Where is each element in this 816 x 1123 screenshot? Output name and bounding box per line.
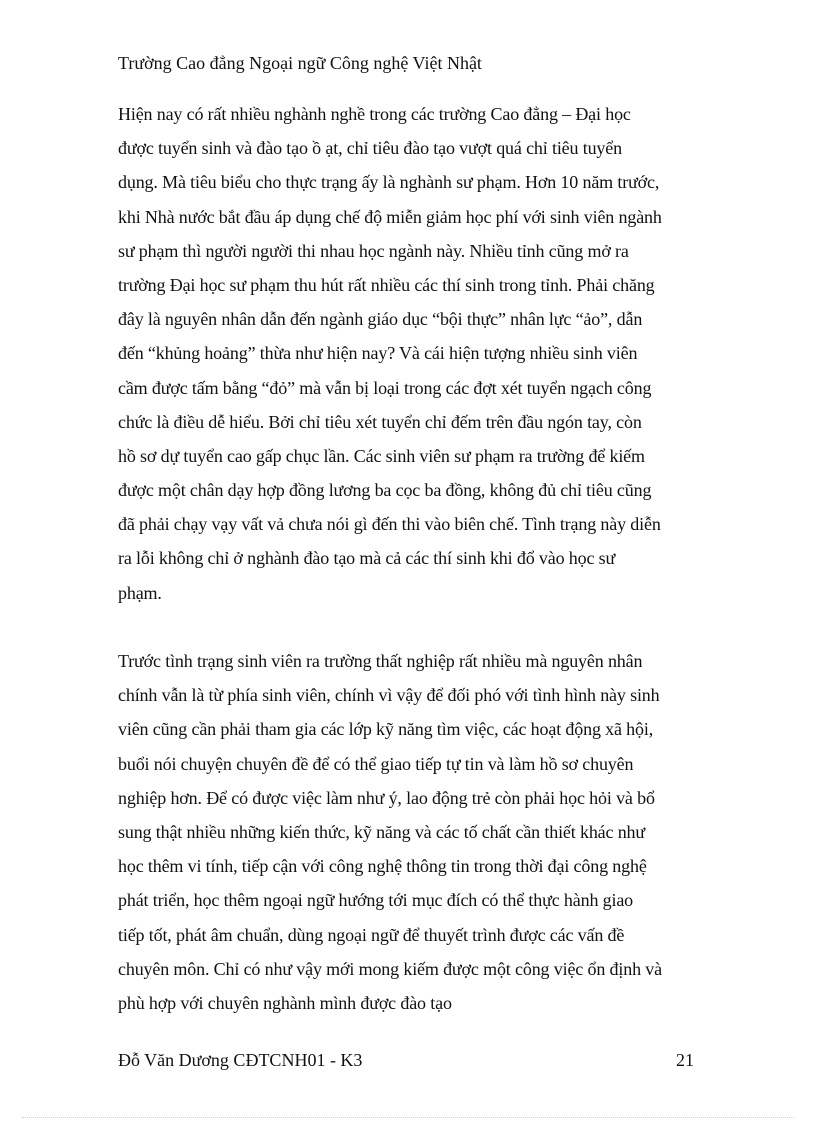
text-line: phát triển, học thêm ngoại ngữ hướng tới mục đích có thể thực hành giao (118, 890, 634, 911)
text-line: khi Nhà nước bắt đầu áp dụng chế độ miễn giảm học phí với sinh viên ngành (118, 206, 662, 227)
text-line: Hiện nay có rất nhiều nghành nghề trong các trường Cao đẳng – Đại học (118, 104, 631, 124)
page-footer (118, 1047, 694, 1073)
text-line: chính vẫn là từ phía sinh viên, chính vì vậy để đối phó với tình hình này sinh (118, 685, 660, 706)
text-line: viên cũng cần phải tham gia các lớp kỹ năng tìm việc, các hoạt động xã hội, (118, 719, 654, 740)
text-line: buổi nói chuyện chuyên đề để có thể giao tiếp tự tin và làm hồ sơ chuyên (118, 753, 634, 774)
text-line: Trước tình trạng sinh viên ra trường thất nghiệp rất nhiều mà nguyên nhân (118, 651, 643, 671)
text-line: cầm được tấm bằng “đỏ” mà vẫn bị loại trong các đợt xét tuyển ngạch công (118, 377, 652, 398)
text-line: được tuyển sinh và đào tạo ồ ạt, chỉ tiêu đào tạo vượt quá chỉ tiêu tuyển (118, 138, 622, 159)
text-line: ra lỗi không chỉ ở nghành đào tạo mà cả các thí sinh khi đổ vào học sư (118, 548, 616, 569)
text-line: phạm. (118, 582, 162, 603)
text-line: được một chân dạy hợp đồng lương ba cọc ba đồng, không đủ chỉ tiêu cũng (118, 480, 652, 501)
text-line: đã phải chạy vạy vất vả chưa nói gì đến thi vào biên chế. Tình trạng này diễn (118, 514, 661, 535)
paragraph-1 (118, 97, 708, 610)
text-line: học thêm vi tính, tiếp cận với công nghệ thông tin trong thời đại công nghệ (118, 856, 647, 877)
text-line: trường Đại học sư phạm thu hút rất nhiều các thí sinh trong tỉnh. Phải chăng (118, 274, 655, 295)
text-line: tiếp tốt, phát âm chuẩn, dùng ngoại ngữ để thuyết trình được các vấn đề (118, 924, 625, 945)
document-body (118, 97, 708, 1020)
text-line: chức là điều dễ hiểu. Bởi chỉ tiêu xét tuyển chỉ đếm trên đầu ngón tay, còn (118, 411, 642, 432)
page-number: 21 (676, 1050, 694, 1070)
paragraph-spacer (118, 610, 708, 644)
text-line: đây là nguyên nhân dẫn đến ngành giáo dục “bội thực” nhân lực “ảo”, dẫn (118, 309, 643, 330)
text-line: hồ sơ dự tuyển cao gấp chục lần. Các sinh viên sư phạm ra trường để kiếm (118, 445, 645, 466)
page-bottom-divider (22, 1117, 794, 1118)
footer-author: Đỗ Văn Dương CĐTCNH01 - K3 (118, 1050, 363, 1070)
text-line: sung thật nhiều những kiến thức, kỹ năng và các tố chất cần thiết khác như (118, 821, 646, 842)
text-line: nghiệp hơn. Để có được việc làm như ý, lao động trẻ còn phải học hỏi và bổ (118, 787, 655, 808)
text-line: đến “khủng hoảng” thừa như hiện nay? Và cái hiện tượng nhiều sinh viên (118, 343, 638, 364)
text-line: dụng. Mà tiêu biểu cho thực trạng ấy là nghành sư phạm. Hơn 10 năm trước, (118, 172, 660, 193)
text-line: sư phạm thì người người thi nhau học ngành này. Nhiều tỉnh cũng mở ra (118, 240, 629, 261)
text-line: phù hợp với chuyên nghành mình được đào tạo (118, 992, 452, 1013)
page-header: Trường Cao đẳng Ngoại ngữ Công nghệ Việt Nhật (118, 53, 482, 73)
paragraph-2 (118, 644, 708, 1020)
text-line: chuyên môn. Chỉ có như vậy mới mong kiếm được một công việc ổn định và (118, 958, 662, 979)
